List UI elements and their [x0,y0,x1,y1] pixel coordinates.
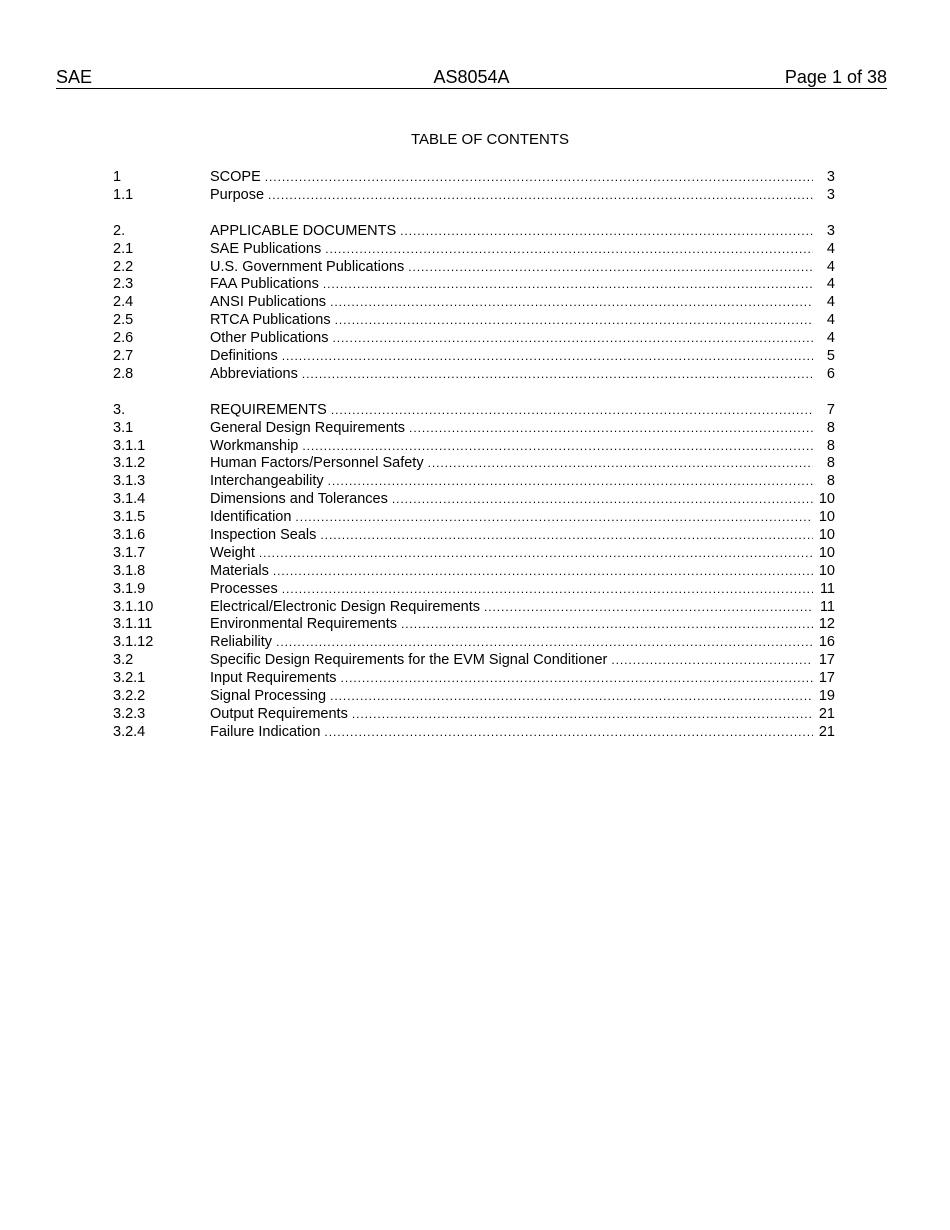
toc-dot-leader [428,455,813,473]
toc-entry-line [210,366,835,384]
toc-entry-page-number: 5 [826,348,835,365]
toc-dot-leader [331,402,813,420]
toc-entry-number: 3.1.9 [113,580,146,597]
toc-entry-page-number: 21 [818,705,835,722]
toc-entry-title: Weight [210,544,255,561]
toc-entry-number: 3.1.10 [113,598,154,615]
toc-entry[interactable] [113,169,835,187]
toc-entry[interactable] [113,348,835,366]
toc-dot-leader [330,294,813,312]
toc-dot-leader [282,581,813,599]
toc-dot-leader [409,420,813,438]
toc-entry-page-number: 11 [819,598,835,615]
toc-entry-number: 2.3 [113,276,134,293]
toc-entry-title: Abbreviations [210,365,298,382]
toc-entry-line [210,312,835,330]
toc-entry-number: 3.2.2 [113,688,146,705]
toc-entry-page-number: 10 [818,527,835,544]
toc-entry[interactable] [113,473,835,491]
table-of-contents [113,169,835,760]
toc-entry-line [210,652,835,670]
toc-entry-page-number: 4 [826,330,835,347]
toc-dot-leader [265,169,813,187]
toc-dot-leader [392,491,813,509]
toc-dot-leader [401,616,813,634]
header-page-number: Page 1 of 38 [784,67,887,87]
toc-entry-page-number: 3 [826,186,835,203]
toc-entry-page-number: 7 [826,401,835,418]
toc-entry-number: 3.1.5 [113,509,146,526]
toc-entry-page-number: 8 [826,437,835,454]
toc-entry-page-number: 16 [818,634,835,651]
toc-entry-title: Input Requirements [210,670,337,687]
toc-entry-title: ANSI Publications [210,294,327,311]
toc-section-group [113,169,835,205]
toc-entry-number: 3.1.1 [113,437,146,454]
toc-entry-title: Identification [210,509,292,526]
toc-dot-leader [352,706,813,724]
toc-entry-line [210,545,835,563]
toc-entry-page-number: 19 [818,688,835,705]
toc-entry-number: 1.1 [113,186,134,203]
toc-entry-title: Materials [210,562,269,579]
header-organization: SAE [56,67,93,87]
toc-entry-line [210,634,835,652]
toc-entry-title: REQUIREMENTS [210,401,327,418]
toc-entry-title: Workmanship [210,437,299,454]
toc-entry-title: APPLICABLE DOCUMENTS [210,222,397,239]
toc-entry-title: Human Factors/Personnel Safety [210,455,424,472]
toc-entry[interactable] [113,724,835,742]
toc-entry-number: 3.1.2 [113,455,146,472]
toc-entry-title: General Design Requirements [210,419,406,436]
toc-entry-title: Electrical/Electronic Design Requirements [210,598,480,615]
toc-dot-leader [324,724,813,742]
toc-entry-page-number: 10 [818,544,835,561]
toc-entry-number: 3.2.1 [113,670,146,687]
toc-dot-leader [400,223,813,241]
toc-entry[interactable] [113,420,835,438]
toc-entry-page-number: 4 [826,240,835,257]
toc-entry-number: 3.1.8 [113,562,146,579]
toc-dot-leader [408,259,813,277]
toc-entry[interactable] [113,509,835,527]
toc-entry-title: FAA Publications [210,276,319,293]
toc-entry[interactable] [113,455,835,473]
toc-entry-line [210,348,835,366]
toc-entry-line [210,455,835,473]
toc-entry-line [210,223,835,241]
toc-entry-number: 3. [113,401,126,418]
toc-dot-leader [332,330,813,348]
toc-dot-leader [302,438,813,456]
toc-entry-number: 3.1.7 [113,544,146,561]
toc-dot-leader [323,276,813,294]
toc-entry-line [210,294,835,312]
toc-entry-number: 3.2 [113,652,134,669]
toc-entry-line [210,491,835,509]
toc-entry-title: Output Requirements [210,705,348,722]
toc-entry-page-number: 4 [826,294,835,311]
toc-entry-line [210,169,835,187]
toc-entry-title: U.S. Government Publications [210,258,405,275]
toc-entry-title: Failure Indication [210,723,321,740]
toc-entry-line [210,706,835,724]
toc-dot-leader [335,312,813,330]
toc-entry[interactable] [113,670,835,688]
toc-dot-leader [328,473,813,491]
toc-entry-page-number: 4 [826,276,835,293]
toc-dot-leader [282,348,813,366]
toc-entry-number: 1 [113,169,122,185]
toc-entry-line [210,688,835,706]
toc-dot-leader [268,187,813,205]
toc-section-group [113,223,835,384]
toc-entry-number: 3.1.6 [113,527,146,544]
toc-dot-leader [341,670,813,688]
toc-entry-line [210,187,835,205]
toc-entry-title: RTCA Publications [210,312,331,329]
toc-entry-page-number: 11 [819,580,835,597]
toc-entry[interactable] [113,294,835,312]
toc-entry-title: Interchangeability [210,473,324,490]
toc-entry-page-number: 3 [826,169,835,185]
toc-entry-line [210,473,835,491]
toc-entry[interactable] [113,402,835,420]
toc-entry-title: SAE Publications [210,240,322,257]
toc-entry[interactable] [113,706,835,724]
toc-entry-number: 2.2 [113,258,134,275]
toc-entry-title: Reliability [210,634,273,651]
toc-entry-line [210,420,835,438]
toc-dot-leader [276,634,813,652]
toc-entry-number: 2.4 [113,294,134,311]
toc-entry-number: 2.1 [113,240,134,257]
toc-entry-line [210,259,835,277]
toc-entry-line [210,581,835,599]
toc-entry[interactable] [113,652,835,670]
toc-entry-line [210,599,835,617]
toc-entry-number: 3.1.4 [113,491,146,508]
toc-entry-page-number: 12 [818,616,835,633]
toc-entry-title: SCOPE [210,169,261,185]
toc-entry-page-number: 4 [826,312,835,329]
toc-entry[interactable] [113,438,835,456]
toc-entry-title: Processes [210,580,278,597]
toc-entry[interactable] [113,581,835,599]
toc-entry[interactable] [113,616,835,634]
toc-entry-number: 2.6 [113,330,134,347]
page-header [56,66,887,89]
toc-entry[interactable] [113,241,835,259]
toc-dot-leader [611,652,813,670]
toc-dot-leader [295,509,813,527]
toc-entry-line [210,276,835,294]
toc-entry-page-number: 3 [826,222,835,239]
toc-entry-number: 2. [113,222,126,239]
toc-entry-number: 2.5 [113,312,134,329]
toc-entry-line [210,438,835,456]
toc-entry-line [210,241,835,259]
toc-dot-leader [273,563,813,581]
toc-dot-leader [259,545,813,563]
toc-title: TABLE OF CONTENTS [410,131,570,148]
toc-entry-title: Dimensions and Tolerances [210,491,388,508]
toc-entry-number: 3.1.11 [113,616,153,633]
toc-entry-number: 2.8 [113,365,134,382]
toc-entry-page-number: 17 [818,652,835,669]
toc-entry[interactable] [113,599,835,617]
toc-entry[interactable] [113,545,835,563]
toc-entry[interactable] [113,491,835,509]
toc-section-group [113,402,835,742]
toc-entry-page-number: 10 [818,491,835,508]
toc-entry-number: 3.2.3 [113,705,146,722]
toc-entry[interactable] [113,366,835,384]
toc-entry-title: Environmental Requirements [210,616,397,633]
toc-entry-line [210,724,835,742]
toc-entry[interactable] [113,527,835,545]
toc-entry-page-number: 4 [826,258,835,275]
toc-entry[interactable] [113,187,835,205]
toc-dot-leader [325,241,813,259]
toc-entry[interactable] [113,223,835,241]
toc-entry-page-number: 10 [818,509,835,526]
toc-entry-page-number: 6 [826,365,835,382]
toc-entry[interactable] [113,259,835,277]
toc-entry-page-number: 8 [826,455,835,472]
toc-entry-page-number: 8 [826,419,835,436]
toc-entry[interactable] [113,688,835,706]
toc-entry-line [210,563,835,581]
toc-dot-leader [330,688,813,706]
toc-dot-leader [302,366,813,384]
toc-entry-page-number: 8 [826,473,835,490]
toc-entry-title: Signal Processing [210,688,327,705]
toc-entry-line [210,616,835,634]
toc-entry-number: 2.7 [113,348,134,365]
toc-entry-number: 3.1.3 [113,473,146,490]
toc-entry[interactable] [113,330,835,348]
toc-entry-line [210,670,835,688]
toc-entry[interactable] [113,276,835,294]
toc-entry-number: 3.2.4 [113,723,146,740]
toc-entry-page-number: 17 [818,670,835,687]
toc-entry-title: Other Publications [210,330,329,347]
toc-entry-line [210,527,835,545]
toc-entry-title: Purpose [210,186,265,203]
toc-entry-number: 3.1.12 [113,634,154,651]
toc-entry-line [210,509,835,527]
toc-entry-line [210,402,835,420]
toc-entry-title: Specific Design Requirements for the EVM Signal Conditioner [210,652,608,669]
toc-entry-page-number: 21 [818,723,835,740]
toc-entry[interactable] [113,312,835,330]
toc-dot-leader [320,527,813,545]
header-document-number: AS8054A [433,67,510,87]
toc-entry-page-number: 10 [818,562,835,579]
toc-entry[interactable] [113,634,835,652]
toc-entry-number: 3.1 [113,419,134,436]
toc-entry-title: Definitions [210,348,278,365]
toc-entry-line [210,330,835,348]
toc-entry-title: Inspection Seals [210,527,317,544]
toc-dot-leader [484,599,813,617]
toc-entry[interactable] [113,563,835,581]
